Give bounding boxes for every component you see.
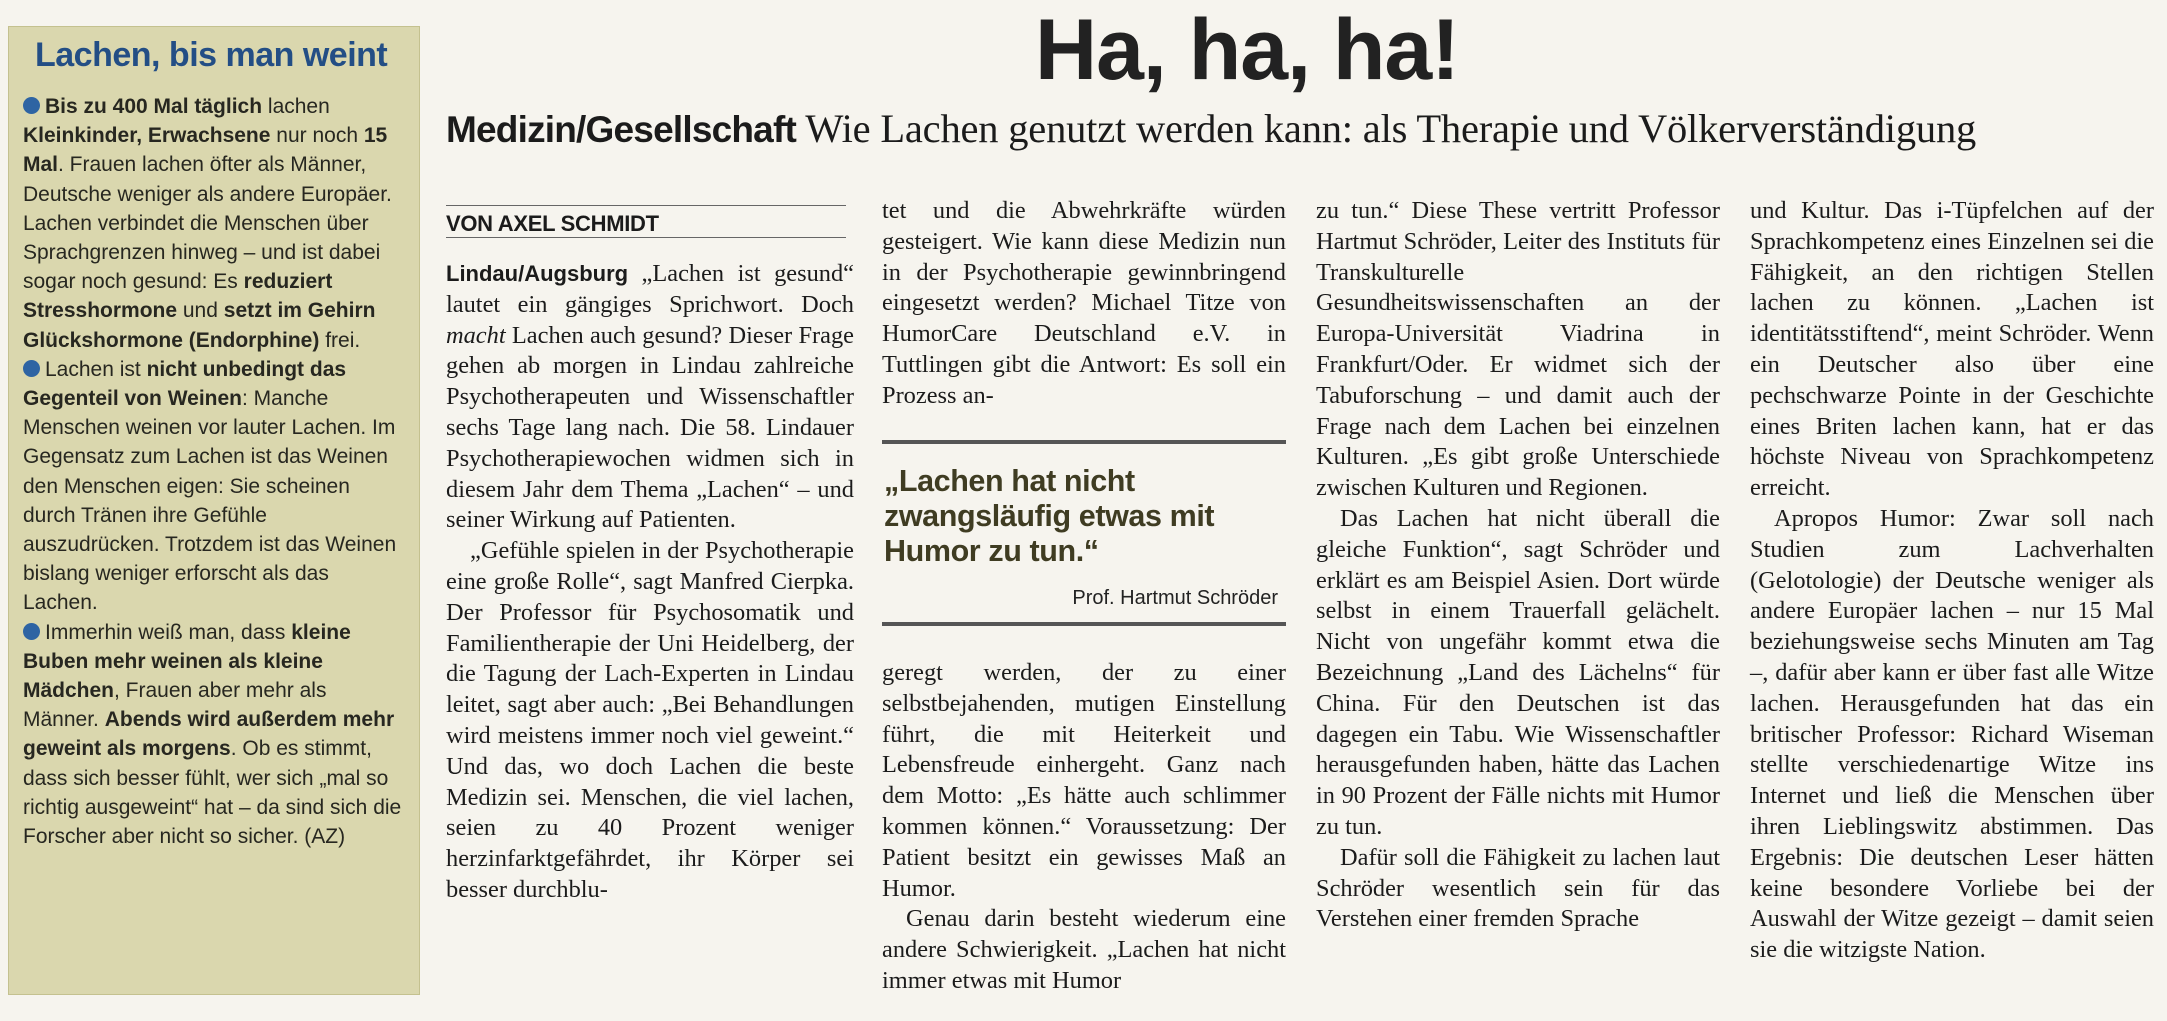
article-paragraph: geregt werden, der zu einer selbstbejahenden, mutigen Einstellung führt, die mit Heiterkeit und Lebensfreude einhergeht. Ganz nach dem Motto: „Es hätte auch schlimmer kommen können.“ Voraussetzung: Der Patient besitzt ein gewisses Maß an Humor. (882, 659, 1286, 902)
article-paragraph: Apropos Humor: Zwar soll nach Studien zum Lachverhalten (Gelotologie) der Deutsche weniger als andere Europäer lachen – nur 15 Mal beziehungsweise sechs Minuten am Tag –, dafür aber kann er über fast alle Witze lachen. Herausgefunden hat das ein britischer Professor: Richard Wiseman stellte verschiedenartige Witze ins Internet und ließ die Menschen über ihren Lieblingswitz abstimmen. Das Ergebnis: Die deutschen Leser hätten keine besondere Vorliebe bei der Auswahl der Witze gezeigt – damit seien sie die witzigste Nation. (1750, 504, 2154, 964)
info-box-paragraph: Bis zu 400 Mal täglich lachen Kleinkinder, Erwachsene nur noch 15 Mal. Frauen lachen öfter als Männer, Deutsche weniger als andere Europäer. Lachen verbindet die Menschen über Sprachgrenzen hinweg – und ist dabei sogar noch gesund: Es reduziert Stresshormone und setzt im Gehirn Glückshormone (Endorphine) frei. (23, 95, 392, 352)
info-box-paragraph: Immerhin weiß man, dass kleine Buben mehr weinen als kleine Mädchen, Frauen aber mehr als Männer. Abends wird außerdem mehr geweint als morgens. Ob es stimmt, dass sich besser fühlt, wer sich „mal so richtig ausgeweint“ hat – da sind sich die Forscher aber nicht so sicher. (AZ) (23, 620, 402, 849)
article-paragraph: zu tun.“ Diese These vertritt Professor Hartmut Schröder, Leiter des Instituts für Transkulturelle Gesundheitswissenschaften an der Europa-Universität Viadrina in Frankfurt/Oder. Er widmet sich der Tabuforschung – und damit auch der Frage nach dem Lachen bei einzelnen Kulturen. „Es gibt große Unterschiede zwischen Kulturen und Regionen. (1316, 197, 1720, 502)
subheadline (446, 100, 1976, 159)
article-paragraph: „Gefühle spielen in der Psychotherapie eine große Rolle“, sagt Manfred Cierpka. Der Professor für Psychosomatik und Familientherapie der Uni Heidelberg, der die Tagung der Lach-Experten in Lindau leitet, sagt aber auch: „Bei Behandlungen wird meistens immer noch viel geweint.“ Und das, wo doch Lachen die beste Medizin sei. Menschen, die viel lachen, seien zu 40 Prozent weniger herzinfarktgefährdet, ihr Körper sei besser durchblu- (446, 537, 854, 903)
article-column-2-bottom (882, 658, 1286, 997)
article-paragraph: tet und die Abwehrkräfte würden gesteigert. Wie kann diese Medizin nun in der Psychotherapie gewinnbringend eingesetzt werden? Michael Titze von HumorCare Deutschland e.V. in Tuttlingen gibt die Antwort: Es soll ein Prozess an- (882, 197, 1286, 409)
bullet-icon (23, 623, 40, 640)
article-paragraph: Lindau/Augsburg „Lachen ist gesund“ lautet ein gängiges Sprichwort. Doch macht Lachen auch gesund? Dieser Frage gehen ab morgen in Lindau zahlreiche Psychotherapeuten und Wissenschaftler sechs Tage lang nach. Die 58. Lindauer Psychotherapiewochen widmen sich in diesem Jahr dem Thema „Lachen“ – und seiner Wirkung auf Patienten. (446, 260, 854, 534)
article-paragraph: Dafür soll die Fähigkeit zu lachen laut Schröder wesentlich sein für das Verstehen einer fremden Sprache (1316, 843, 1720, 933)
subtitle: Wie Lachen genutzt werden kann: als Therapie und Völkerverständigung (796, 106, 1977, 151)
article-column-2-top (882, 196, 1286, 412)
article-paragraph: und Kultur. Das i-Tüpfelchen auf der Sprachkompetenz eines Einzelnen sei die Fähigkeit, an den richtigen Stellen lachen zu können. „Lachen ist identitätsstiftend“, meint Schröder. Wenn ein Deutscher also über eine pechschwarze Pointe in der Geschichte eines Briten lachen kann, hat er das höchste Niveau von Sprachkompetenz erreicht. (1750, 197, 2154, 502)
dateline: Lindau/Augsburg (446, 261, 629, 286)
pull-quote (882, 440, 1286, 626)
article-column-1 (446, 259, 854, 906)
pull-quote-text: „Lachen hat nicht zwangsläufig etwas mit Humor zu tun.“ (884, 464, 1215, 568)
info-box-paragraph: Lachen ist nicht unbedingt das Gegenteil von Weinen: Manche Menschen weinen vor lauter Lachen. Im Gegensatz zum Lachen ist das Weinen den Menschen eigen: Sie scheinen durch Tränen ihre Gefühle auszudrücken. Trotzdem ist das Weinen bislang weniger erforscht als das Lachen. (23, 357, 397, 615)
article-paragraph: Das Lachen hat nicht überall die gleiche Funktion“, sagt Schröder und erklärt es am Beispiel Asien. Dort würde selbst in einem Trauerfall gelächelt. Nicht von ungefähr kommt etwa die Bezeichnung „Land des Lächelns“ für China. Für den Deutschen ist das dagegen ein Tabu. Wie Wissenschaftler herausgefunden haben, hätte das Lachen in 90 Prozent der Fälle nichts mit Humor zu tun. (1316, 504, 1720, 840)
info-box (8, 26, 420, 995)
article-paragraph: Genau darin besteht wiederum eine andere Schwierigkeit. „Lachen hat nicht immer etwas mit Humor (882, 905, 1286, 994)
byline: VON AXEL SCHMIDT (446, 205, 846, 238)
kicker: Medizin/Gesellschaft (446, 109, 796, 150)
bullet-icon (23, 97, 40, 114)
headline: Ha, ha, ha! (1035, 2, 1459, 98)
info-box-title: Lachen, bis man weint (35, 36, 388, 74)
article-column-4 (1750, 196, 2154, 966)
bullet-icon (23, 360, 40, 377)
pull-quote-author: Prof. Hartmut Schröder (1072, 587, 1278, 609)
article-column-3 (1316, 196, 1720, 935)
